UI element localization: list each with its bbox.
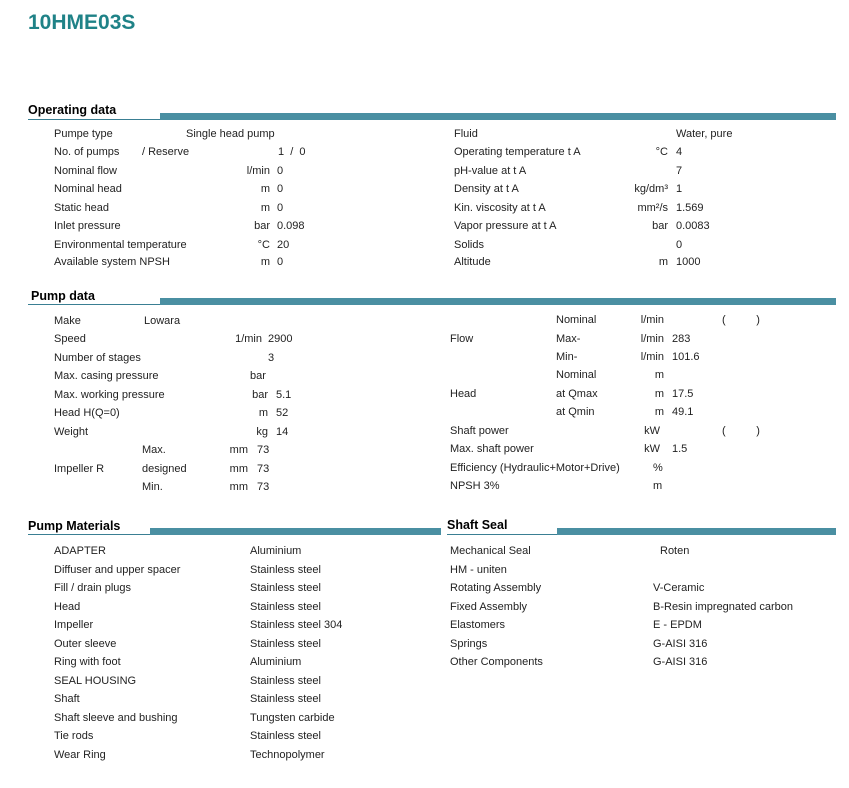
unit: kW	[644, 425, 660, 437]
unit: m	[654, 406, 664, 418]
value: 2900	[268, 333, 293, 345]
unit: mm	[229, 481, 248, 493]
label: NPSH 3%	[450, 480, 500, 492]
label: Kin. viscosity at t A	[454, 202, 546, 214]
material-part: Wear Ring	[54, 749, 106, 761]
unit: %	[653, 462, 663, 474]
section-title-materials: Pump Materials	[28, 519, 121, 533]
unit: mm²/s	[637, 202, 668, 214]
page-title: 10HME03S	[28, 11, 136, 34]
value: 52	[276, 407, 289, 419]
material-value: Stainless steel	[250, 582, 321, 594]
unit: bar	[250, 370, 266, 382]
material-value: Stainless steel 304	[250, 619, 343, 631]
section-title-operating: Operating data	[28, 103, 117, 117]
unit: m	[658, 256, 668, 268]
value: 4	[676, 146, 683, 158]
value: ( )	[722, 425, 760, 437]
value: 101.6	[672, 351, 700, 363]
label: Fluid	[454, 128, 478, 140]
material-value: Stainless steel	[250, 675, 321, 687]
value: 3	[268, 352, 275, 364]
seal-value: E - EPDM	[653, 619, 702, 631]
seal-value: B-Resin impregnated carbon	[653, 601, 794, 613]
seal-value: G-AISI 316	[653, 638, 708, 650]
label: Max. casing pressure	[54, 370, 159, 382]
value: 1.5	[672, 443, 688, 455]
seal-part: Mechanical Seal	[450, 545, 531, 557]
label: Min.	[142, 481, 163, 493]
label: Head	[450, 388, 477, 400]
material-part: Impeller	[54, 619, 94, 631]
unit: kg/dm³	[634, 183, 668, 195]
label: Min-	[556, 351, 578, 363]
value: 0	[277, 183, 284, 195]
unit: m	[653, 480, 663, 492]
material-part: Shaft sleeve and bushing	[54, 712, 178, 724]
value: 5.1	[276, 389, 292, 401]
label: Inlet pressure	[54, 220, 121, 232]
material-part: SEAL HOUSING	[54, 675, 137, 687]
label: Altitude	[454, 256, 491, 268]
label: Nominal flow	[54, 165, 117, 177]
label: Max. shaft power	[450, 443, 534, 455]
section-bar	[160, 113, 836, 120]
label: No. of pumps	[54, 146, 120, 158]
label: Speed	[54, 333, 86, 345]
label: Max-	[556, 333, 581, 345]
label: Impeller R	[54, 463, 105, 475]
unit: l/min	[640, 333, 664, 345]
section-title-seal: Shaft Seal	[447, 518, 508, 532]
seal-value: Roten	[660, 545, 690, 557]
unit: m	[260, 202, 270, 214]
unit: m	[258, 407, 268, 419]
material-value: Technopolymer	[250, 749, 325, 761]
unit: m	[260, 183, 270, 195]
seal-value: V-Ceramic	[653, 582, 705, 594]
unit: bar	[252, 389, 268, 401]
seal-part: HM - uniten	[450, 564, 507, 576]
label: designed	[142, 463, 187, 475]
value: 283	[672, 333, 691, 345]
label: Efficiency (Hydraulic+Motor+Drive)	[450, 462, 620, 474]
value: 73	[257, 444, 270, 456]
value: 1000	[676, 256, 701, 268]
unit: m	[654, 369, 664, 381]
value: ( )	[722, 314, 760, 326]
value: Water, pure	[676, 128, 733, 140]
unit: °C	[655, 146, 668, 158]
label: Vapor pressure at t A	[454, 220, 557, 232]
label: Static head	[54, 202, 110, 214]
material-part: Tie rods	[54, 730, 94, 742]
seal-part: Elastomers	[450, 619, 506, 631]
value: 7	[676, 165, 683, 177]
label: at Qmax	[556, 388, 598, 400]
material-value: Aluminium	[250, 545, 302, 557]
label: Max.	[142, 444, 166, 456]
label: Pumpe type	[54, 128, 113, 140]
section-bar	[160, 298, 836, 305]
unit: 1/min	[235, 333, 262, 345]
label: Environmental temperature	[54, 239, 187, 251]
label: Head H(Q=0)	[54, 407, 120, 419]
label: Nominal	[556, 314, 597, 326]
label: / Reserve	[142, 146, 190, 158]
label: Operating temperature t A	[454, 146, 581, 158]
label: Nominal	[556, 369, 597, 381]
unit: l/min	[640, 351, 664, 363]
value: 1 / 0	[278, 146, 306, 158]
label: Available system NPSH	[54, 256, 170, 268]
material-part: ADAPTER	[54, 545, 106, 557]
seal-part: Rotating Assembly	[450, 582, 542, 594]
section-bar	[150, 528, 441, 535]
material-value: Stainless steel	[250, 601, 321, 613]
unit: m	[654, 388, 664, 400]
value: 20	[277, 239, 290, 251]
value: 0	[277, 256, 284, 268]
unit: mm	[229, 444, 248, 456]
value: 73	[257, 463, 270, 475]
unit: m	[260, 256, 270, 268]
label: Make	[54, 315, 81, 327]
label: Density at t A	[454, 183, 519, 195]
seal-part: Other Components	[450, 656, 543, 668]
unit: bar	[652, 220, 668, 232]
material-value: Stainless steel	[250, 693, 321, 705]
material-part: Head	[54, 601, 81, 613]
label: pH-value at t A	[454, 165, 527, 177]
value: 14	[276, 426, 289, 438]
label: Max. working pressure	[54, 389, 165, 401]
label: Shaft power	[450, 425, 509, 437]
value: 0	[676, 239, 683, 251]
value: Lowara	[144, 315, 181, 327]
label: Nominal head	[54, 183, 122, 195]
value: 49.1	[672, 406, 694, 418]
material-value: Stainless steel	[250, 730, 321, 742]
label: Flow	[450, 333, 474, 345]
unit: bar	[254, 220, 270, 232]
material-part: Ring with foot	[54, 656, 121, 668]
seal-value: G-AISI 316	[653, 656, 708, 668]
value: 0	[277, 202, 284, 214]
unit: l/min	[246, 165, 270, 177]
material-value: Tungsten carbide	[250, 712, 335, 724]
value: 0	[277, 165, 284, 177]
label: Solids	[454, 239, 484, 251]
material-value: Aluminium	[250, 656, 302, 668]
label: Number of stages	[54, 352, 141, 364]
value: 0.0083	[676, 220, 710, 232]
label: at Qmin	[556, 406, 595, 418]
value: 17.5	[672, 388, 694, 400]
material-value: Stainless steel	[250, 638, 321, 650]
label: Weight	[54, 426, 89, 438]
value: 0.098	[277, 220, 305, 232]
material-part: Shaft	[54, 693, 80, 705]
material-value: Stainless steel	[250, 564, 321, 576]
unit: kg	[256, 426, 268, 438]
value: 1.569	[676, 202, 704, 214]
material-part: Diffuser and upper spacer	[54, 564, 181, 576]
unit: l/min	[640, 314, 664, 326]
seal-part: Fixed Assembly	[450, 601, 528, 613]
section-title-pump: Pump data	[31, 289, 95, 303]
value: 1	[676, 183, 683, 195]
unit: °C	[257, 239, 270, 251]
unit: kW	[644, 443, 660, 455]
material-part: Outer sleeve	[54, 638, 117, 650]
material-part: Fill / drain plugs	[54, 582, 132, 594]
seal-part: Springs	[450, 638, 488, 650]
unit: mm	[229, 463, 248, 475]
value: Single head pump	[186, 128, 275, 140]
value: 73	[257, 481, 270, 493]
section-bar	[557, 528, 836, 535]
